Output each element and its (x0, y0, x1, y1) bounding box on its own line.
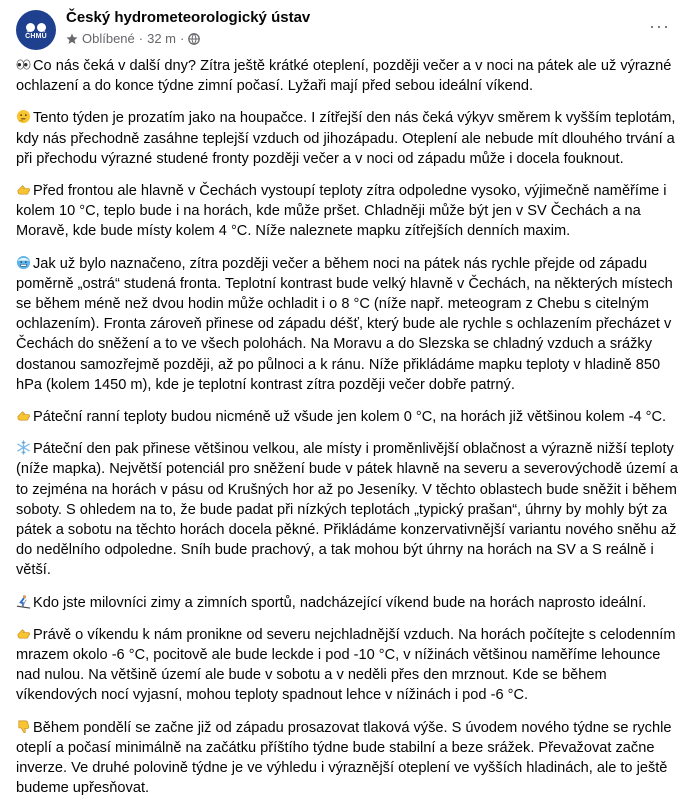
thinking-face-emoji-icon (16, 109, 31, 124)
meta-separator: · (180, 31, 185, 46)
post-time[interactable]: 32 m (147, 31, 177, 46)
pointing-hand-emoji-icon (16, 408, 31, 423)
cold-face-emoji-icon (16, 255, 31, 270)
post-paragraph: Páteční ranní teploty budou nicméně už všude jen kolem 0 °C, na horách již většinou kolem -4 °C. (16, 407, 680, 427)
favorites-label[interactable]: Oblíbené (82, 31, 135, 46)
post-meta (66, 31, 200, 46)
post-paragraph: Jak už bylo naznačeno, zítra později večer a během noci na pátek nás rychle přejde od západu poměrně „ostrá“ studená fronta. Teplotní kontrast bude velký hlavně v Čechách, na některých místech se během méně než dvou hodin může ochladit i o 8 °C (níže např. meteogram z Chebu s citelným ochlazením). Fronta zároveň přinese od západu déšť, který bude ale rychle s ochlazením přecházet v Čechách do sněžení a to ve všech polohách. Na Moravu a do Slezska se chladný vzduch a srážky dostanou samozřejmě později, až po půlnoci a k ránu. Níže přikládáme mapku teploty v hladině 850 hPa (kolem 1450 m), kde je teplotní kontrast zítra později večer dobře patrný. (16, 255, 673, 393)
pointing-hand-emoji-icon (16, 182, 31, 197)
meta-separator: · (138, 31, 144, 46)
post-paragraph: Tento týden je prozatím jako na houpačce. I zítřejší den nás čeká výkyv směrem k vyšším teplotám, kdy nás přechodně zasáhne teplejší vzduch od jihozápadu. Oteplení ale nebude mít dlouhého trvání a při přechodu výrazné studené fronty později večer a v noci od západu může i docela fouknout. (16, 110, 676, 167)
logo-text: ČHMÚ (25, 32, 47, 40)
page-name-link[interactable]: Český hydrometeorologický ústav (66, 9, 311, 26)
post-paragraph: Kdo jste milovníci zimy a zimních sportů, nadcházející víkend bude na horách naprosto ideální. (16, 593, 680, 613)
pointing-hand-emoji-icon (16, 626, 31, 641)
post-paragraph: Co nás čeká v další dny? Zítra ještě krátké oteplení, později večer a v noci na pátek ale už výrazné ochlazení a do konce týdne zimní počasí. Lyžaři mají před sebou ideální víkend. (16, 58, 672, 95)
post-header (16, 8, 678, 52)
post-text (16, 56, 680, 811)
avatar[interactable] (16, 10, 56, 50)
eyes-emoji-icon (16, 57, 31, 72)
post-paragraph: Páteční den pak přinese většinou velkou, ale místy i proměnlivější oblačnost a výrazně nižší teploty (níže mapka). Největší potenciál pro sněžení bude v pátek hlavně na severu a severovýchodě území a to zejména na horách v pásu od Krušných hor až po Jeseníky. V těchto oblastech bude sněžit i během soboty. S ohledem na to, že bude padat při nízkých teplotách „typický prašan“, úhrny by mohly být za pátek a sobotu na těchto horách docela pěkné. Přikládáme konzervativnější variantu nového sněhu až do nedělního odpoledne. Sníh bude prachový, a tak mohou být úhrny na horách na SV a S reálně i větší. (16, 441, 678, 579)
globe-icon[interactable] (188, 33, 200, 45)
post-paragraph: Právě o víkendu k nám pronikne od severu nejchladnější vzduch. Na horách počítejte s celodenním mrazem okolo -6 °C, pocitově ale bude leckde i pod -10 °C, v nížinách většinou naměříme lehounce nad nulou. Na většině území ale bude v sobotu a v neděli přes den mrznout. Kde se během víkendových nocí vyjasní, mohou teploty spadnout lehce v nížinách i pod -6 °C. (16, 626, 676, 704)
post-paragraph: Během pondělí se začne již od západu prosazovat tlaková výše. S úvodem nového týdne se rychle oteplí a počasí minimálně na začátku příštího týdne bude stabilní a beze srážek. Převažovat začne inverze. Ve druhé polovině týdne je ve výhledu i výraznější oteplení ve vyšších hladinách, ale to ještě budeme upřesňovat. (16, 719, 672, 797)
more-options-button[interactable]: ··· (649, 16, 670, 36)
thumbs-down-emoji-icon (16, 719, 31, 734)
skier-emoji-icon (16, 594, 31, 609)
post-paragraph: Před frontou ale hlavně v Čechách vystoupí teploty zítra odpoledne vysoko, výjimečně naměříme i kolem 10 °C, teplo bude i na horách, kde může pršet. Chladněji může být jen v SV Čechách a na Moravě, kde bude místy kolem 4 °C. Níže naleznete mapku zítřejších denních maxim. (16, 183, 667, 240)
star-icon (66, 33, 78, 45)
chmu-logo-icon (26, 23, 46, 32)
snowflake-emoji-icon (16, 440, 31, 455)
